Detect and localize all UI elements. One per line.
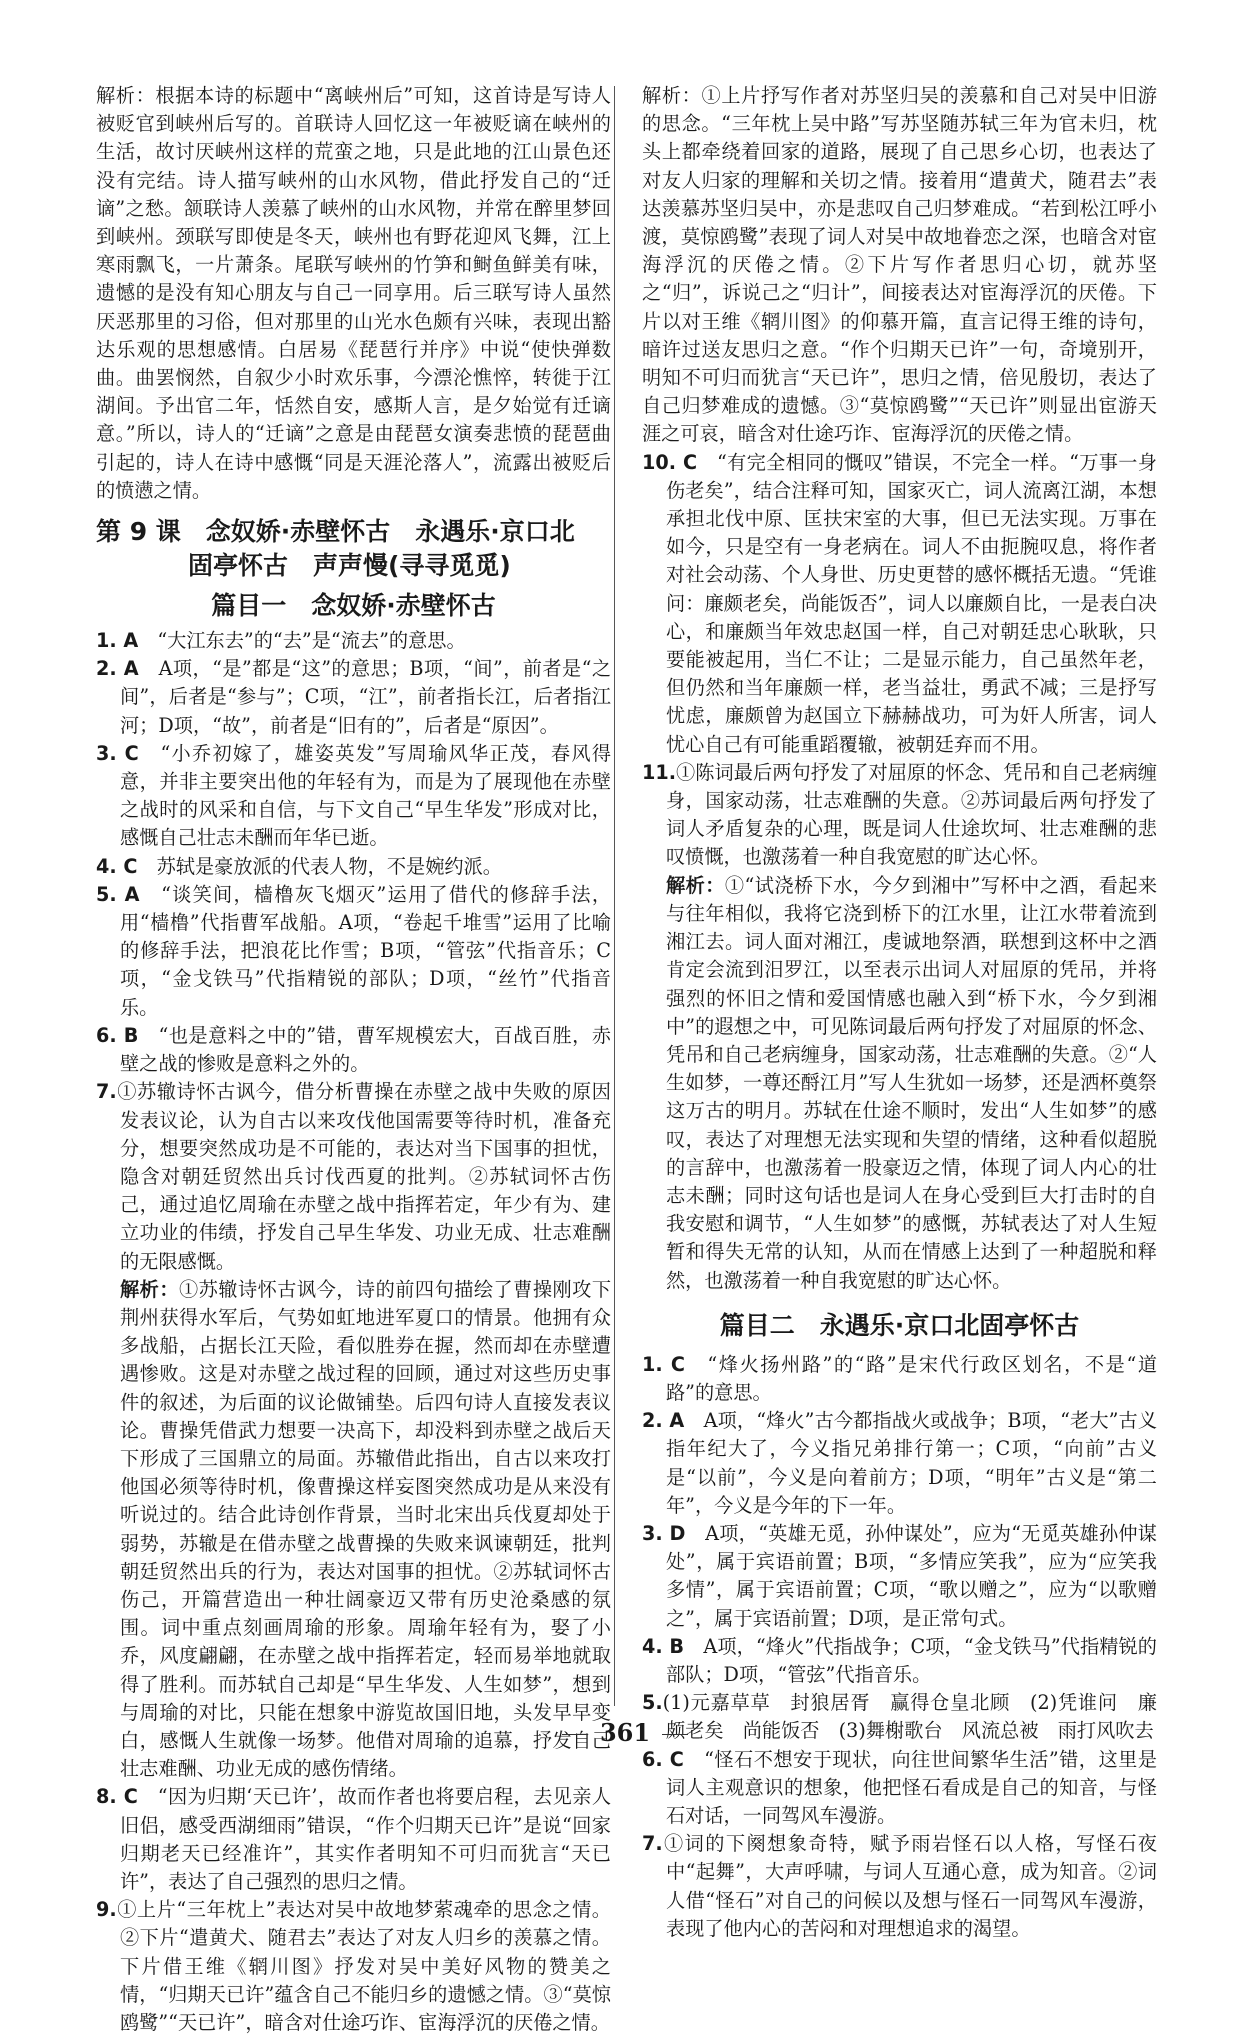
section-title-1: 篇目一 念奴娇·赤壁怀古 [211, 591, 496, 621]
answer-item: 6. B “也是意料之中的”错，曹军规模宏大，百战百胜，赤壁之战的惨败是意料之外的。 [96, 1023, 612, 1076]
lesson-title-line-1: 第 9 课 念奴娇·赤壁怀古 永遇乐·京口北 [96, 517, 575, 547]
answer-item: 4. B A项，“烽火”代指战争；C项，“金戈铁马”代指精锐的部队；D项，“管弦”代指音乐。 [642, 1634, 1157, 1686]
answer-item: 2. A A项，“是”都是“这”的意思；B项，“间”，前者是“之间”，后者是“参与”；C项，“江”，前者指长江，后者指江河；D项，“故”，前者是“旧有的”，后者是“原因”。 [96, 657, 612, 737]
analysis-block: 解析：①“试浇桥下水，今夕到湘中”写杯中之酒，看起来与往年相似，我将它浇到桥下的江水里，让江水带着流到湘江去。词人面对湘江，虔诚地祭酒，联想到这杯中之酒肯定会流到汨罗江，以至表示出词人对屈原的凭吊，并将强烈的怀旧之情和爱国情感也融入到“桥下水，今夕到湘中”的遐想之中，可见陈词最后两句抒发了对屈原的怀念、凭吊和自己老病缠身，国家动荡，壮志难酬的失意。②“人生如梦，一尊还酹江月”写人生犹如一场梦，还是洒杯奠祭这万古的明月。苏轼在仕途不顺时，发出“人生如梦”的感叹，表达了对理想无法实现和失望的情绪，这种看似超脱的言辞中，也激荡着一股豪迈之情，体现了词人内心的壮志未酬；同时这句话也是词人在身心受到巨大打击时的自我安慰和调节，“人生如梦”的感慨，苏轼表达了对人生短暂和得失无常的认知，从而在情感上达到了一种超脱和释然，也激荡着一种自我宽慰的旷达心怀。 [666, 873, 1157, 1292]
column-divider [614, 86, 615, 1706]
analysis-block: 解析：①上片抒写作者对苏坚归吴的羡慕和自己对吴中旧游的思念。“三年枕上吴中路”写苏坚随苏轼三年为官未归，枕头上都牵绕着回家的道路，展现了自己思乡心切，也表达了对友人归家的理解和关切之情。接着用“遣黄犬，随君去”表达羡慕苏坚归吴中，亦是悲叹自己归梦难成。“若到松江呼小渡，莫惊鸥鹭”表现了词人对吴中故地眷恋之深，也暗含对宦海浮沉的厌倦之情。②下片写作者思归心切，就苏坚之“归”，诉说己之“归计”，间接表达对宦海浮沉的厌倦。下片以对王维《辋川图》的仰慕开篇，直言记得王维的诗句，暗许过送友思归之意。“作个归期天已许”一句，奇境别开，明知不可归而犹言“天已许”，思归之情，倍见殷切，表达了自己归梦难成的遗憾。③“莫惊鸥鹭”“天已许”则显出宦游天涯之可哀，暗含对仕途巧诈、宦海浮沉的厌倦之情。 [642, 84, 1157, 446]
answer-item: 3. D A项，“英雄无觅，孙仲谋处”，应为“无觅英雄孙仲谋处”，属于宾语前置；B项，“多情应笑我”，应为“应笑我多情”，属于宾语前置；C项，“歌以赠之”，应为“以歌赠之”，属于宾语前置；D项，是正常句式。 [642, 1521, 1157, 1630]
intro-analysis: 解析：根据本诗的标题中“离峡州后”可知，这首诗是写诗人被贬官到峡州后写的。首联诗人回忆这一年被贬谪在峡州的生活，故讨厌峡州这样的荒蛮之地，只是此地的江山景色还没有完结。诗人描写峡州的山水风物，借此抒发自己的“迁谪”之愁。颔联诗人羡慕了峡州的山水风物，并常在醉里梦回到峡州。颈联写即使是冬天，峡州也有野花迎风飞舞，江上寒雨飘飞，一片萧条。尾联写峡州的竹笋和鲥鱼鲜美有味，遗憾的是没有知心朋友与自己一同享用。后三联写诗人虽然厌恶那里的习俗，但对那里的山光水色颇有兴味，表现出豁达乐观的思想感情。白居易《琵琶行并序》中说“使快弹数曲。曲罢悯然，自叙少小时欢乐事，今漂沦憔悴，转徙于江湖间。予出官二年，恬然自安，感斯人言，是夕始觉有迁谪意。”所以，诗人的“迁谪”之意是由琵琶女演奏悲愤的琵琶曲引起的，诗人在诗中感慨“同是天涯沦落人”，流露出被贬后的愤懑之情。 [96, 84, 611, 502]
section-title-2: 篇目二 永遇乐·京口北固亭怀古 [719, 1310, 1080, 1340]
answer-item: 3. C “小乔初嫁了，雄姿英发”写周瑜风华正茂，春风得意，并非主要突出他的年轻有为，而是为了展现他在赤壁之战时的风采和自信，与下文自己“早生华发”形成对比，感慨自己壮志未酬而年华已逝。 [96, 741, 612, 850]
right-column [642, 82, 1157, 1943]
page-number: 361 [0, 1718, 1250, 1747]
page-number-dash-left [562, 1734, 588, 1735]
answer-item: 4. C 苏轼是豪放派的代表人物，不是婉约派。 [96, 854, 502, 878]
answer-item: 11.①陈词最后两句抒发了对屈原的怀念、凭吊和自己老病缠身，国家动荡，壮志难酬的失意。②苏词最后两句抒发了词人矛盾复杂的心理，既是词人仕途坎坷、壮志难酬的悲叹愤慨，也激荡着一种自我宽慰的旷达心怀。 [642, 760, 1157, 869]
answer-item: 8. C “因为归期‘天已许’，故而作者也将要启程，去见亲人旧侣，感受西湖细雨”错误，“作个归期天已许”是说“回家归期老天已经准许”，其实作者明知不可归而犹言“天已许”，表达了自己强烈的思归之情。 [96, 1785, 612, 1893]
page-number-dash-right [662, 1734, 688, 1735]
answer-item: 9.①上片“三年枕上”表达对吴中故地梦萦魂牵的思念之情。②下片“遣黄犬、随君去”表达了对友人归乡的羡慕之情。下片借王维《辋川图》抒发对吴中美好风物的赞美之情，“归期天已许”蕴含自己不能归乡的遗憾之情。③“莫惊鸥鹭”“天已许”，暗含对仕途巧诈、宦海浮沉的厌倦之情。 [96, 1898, 611, 2034]
answer-item: 6. C “怪石不想安于现状，向往世间繁华生活”错，这里是词人主观意识的想象，他把怪石看成是自己的知音，与怪石对话，一同驾风车漫游。 [642, 1747, 1158, 1827]
answer-item: 7.①苏辙诗怀古讽今，借分析曹操在赤壁之战中失败的原因发表议论，认为自古以来攻伐他国需要等待时机，准备充分，想要突然成功是不可能的，表达对当下国事的担忧，隐含对朝廷贸然出兵讨伐西夏的批判。②苏轼词怀古伤己，通过追忆周瑜在赤壁之战中指挥若定，年少有为、建立功业的伟绩，抒发自己早生华发、功业无成、壮志难酬的无限感慨。 [96, 1080, 611, 1273]
answer-item: 5. A “谈笑间，樯橹灰飞烟灭”运用了借代的修辞手法，用“樯橹”代指曹军战船。A项，“卷起千堆雪”运用了比喻的修辞手法，把浪花比作雪；B项，“管弦”代指音乐；C项，“金戈铁马”代指精锐的部队；D项，“丝竹”代指音乐。 [96, 882, 612, 1019]
answer-item: 5.(1)元嘉草草 封狼居胥 赢得仓皇北顾 (2)凭谁问 廉颇老矣 尚能饭否 (3)舞榭歌台 风流总被 雨打风吹去 [642, 1691, 1157, 1743]
answer-item: 1. A “大江东去”的“去”是“流去”的意思。 [96, 629, 466, 653]
answer-item: 1. C “烽火扬州路”的“路”是宋代行政区划名，不是“道路”的意思。 [642, 1352, 1158, 1404]
lesson-title-line-2: 固亭怀古 声声慢(寻寻觅觅) [188, 551, 511, 581]
analysis-block: 解析：①苏辙诗怀古讽今，诗的前四句描绘了曹操刚攻下荆州获得水军后，气势如虹地进军夏口的情景。他拥有众多战船，占据长江天险，看似胜券在握，然而却在赤壁遭遇惨败。这是对赤壁之战过程的回顾，通过对这些历史事件的叙述，为后面的议论做铺垫。后四句诗人直接发表议论。曹操凭借武力想要一决高下，却没料到赤壁之战后天下形成了三国鼎立的局面。苏辙借此指出，自古以来攻打他国必须等待时机，像曹操这样妄图突然成功是从来没有听说过的。结合此诗创作背景，当时北宋出兵伐夏却处于弱势，苏辙是在借赤壁之战曹操的失败来讽谏朝廷，批判朝廷贸然出兵的行为，表达对国事的担忧。②苏轼词怀古伤己，开篇营造出一种壮阔豪迈又带有历史沧桑感的氛围。词中重点刻画周瑜的形象。周瑜年轻有为，娶了小乔，风度翩翩，在赤壁之战中指挥若定，轻而易举地就取得了胜利。而苏轼自己却是“早生华发、人生如梦”，想到与周瑜的对比，只能在想象中游览故国旧地，头发早早变白，感慨人生就像一场梦。他借对周瑜的追慕，抒发自己壮志难酬、功业无成的感伤情绪。 [120, 1277, 612, 1781]
answer-item: 7.①词的下阕想象奇特，赋予雨岩怪石以人格，写怪石夜中“起舞”，大声呼啸，与词人互通心意，成为知音。②词人借“怪石”对自己的问候以及想与怪石一同驾风车漫游，表现了他内心的苦闷和对理想追求的渴望。 [642, 1832, 1157, 1940]
answer-item: 2. A A项，“烽火”古今都指战火或战争；B项，“老大”古义指年纪大了，今义指兄弟排行第一；C项，“向前”古义是“以前”，今义是向着前方；D项，“明年”古义是“第二年”，今义是今年的下一年。 [642, 1409, 1158, 1517]
answer-item: 10. C “有完全相同的慨叹”错误，不完全一样。“万事一身伤老矣”，结合注释可知，国家灭亡，词人流离江湖，本想承担北伐中原、匡扶宋室的大事，但已无法实现。万事在如今，只是空有一身老病在。词人不由扼腕叹息，将作者对社会动荡、个人身世、历史更替的感怀概括无遗。“凭谁问：廉颇老矣，尚能饭否”，词人以廉颇自比，一是表白决心，和廉颇当年效忠赵国一样，自己对朝廷忠心耿耿，只要能被起用，当仁不让；二是显示能力，自己虽然年老，但仍然和当年廉颇一样，老当益壮，勇武不减；三是抒写忧虑，廉颇曾为赵国立下赫赫战功，可为奸人所害，词人忧心自己有可能重蹈覆辙，被朝廷弃而不用。 [642, 450, 1157, 756]
